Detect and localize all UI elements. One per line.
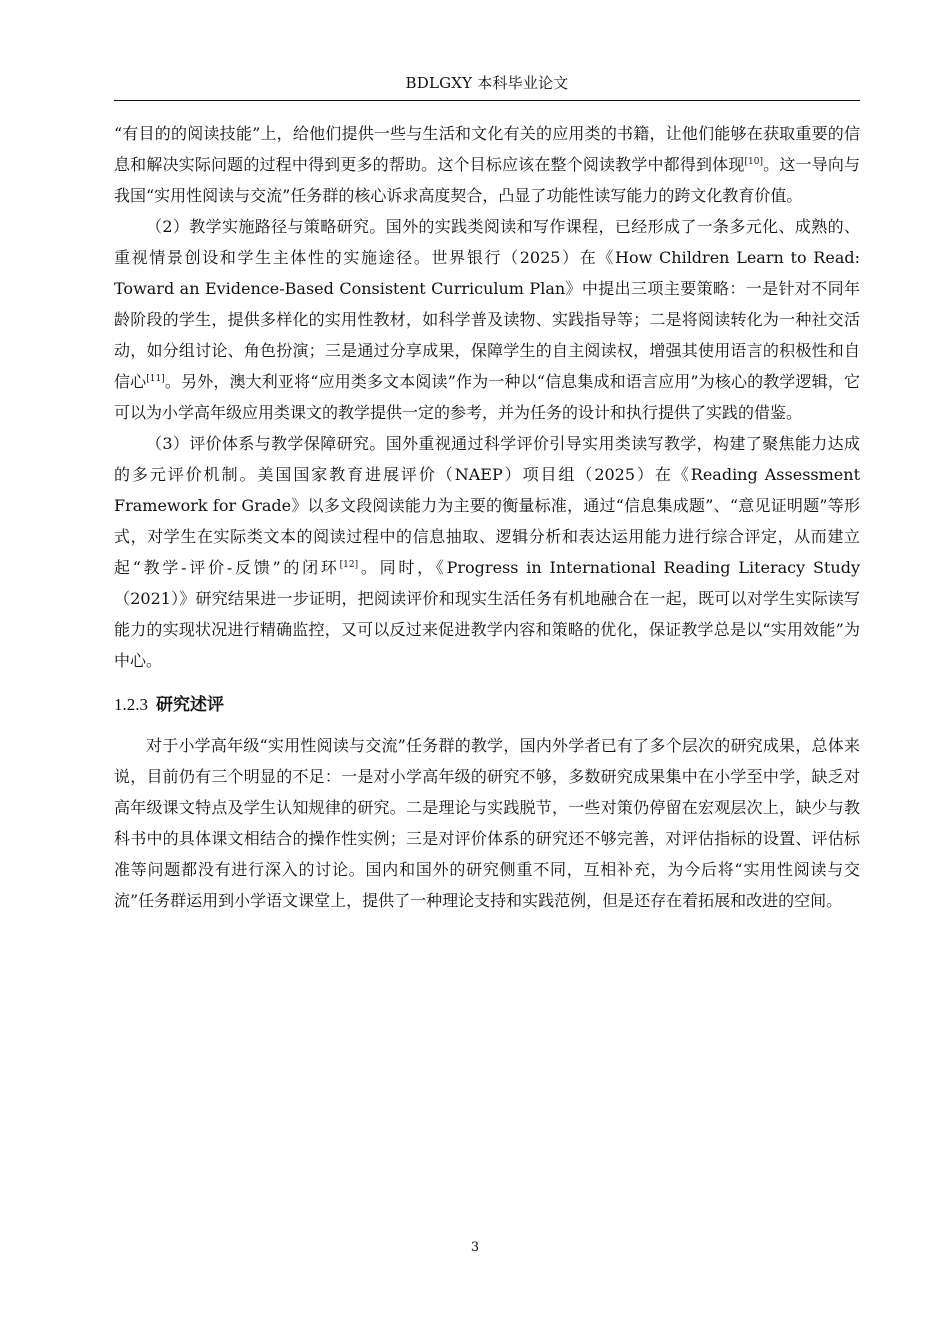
paragraph-text: 。这一导向与我国“实用性阅读与交流”任务群的核心诉求高度契合，凸显了功能性读写能力的跨文化教育价值。 bbox=[114, 155, 860, 205]
paragraph-text: “有目的的阅读技能”上，给他们提供一些与生活和文化有关的应用类的书籍，让他们能够在获取重要的信息和解决实际问题的过程中得到更多的帮助。这个目标应该在整个阅读教学中都得到体现 bbox=[114, 124, 860, 174]
section-heading bbox=[114, 689, 860, 721]
citation-10: [10] bbox=[744, 157, 763, 167]
section-title: 研究述评 bbox=[156, 695, 224, 715]
document-body bbox=[114, 118, 860, 916]
paragraph-continued bbox=[114, 118, 860, 211]
paragraph-text: 。同时，《Progress in International Reading Literacy Study（2021）》研究结果进一步证明，把阅读评价和现实生活任务有机地融合在一起，既可以对学生实际读写能力的实现状况进行精确监控，又可以反过来促进教学内容和策略的优化，保证教学总是以“实用效能”为中心。 bbox=[114, 558, 860, 670]
section-number: 1.2.3 bbox=[114, 695, 148, 714]
citation-12: [12] bbox=[339, 560, 359, 570]
citation-11: [11] bbox=[146, 374, 165, 384]
page-number: 3 bbox=[470, 1240, 480, 1255]
paragraph-text: （3）评价体系与教学保障研究。国外重视通过科学评价引导实用类读写教学，构建了聚焦能力达成的多元评价机制。美国国家教育进展评价（NAEP）项目组（2025）在《Reading Assessment Framework for Grade》以多文段阅读能力为主要的衡量标准，通过“信息集成题”、“意见证明题”等形式，对学生在实际类文本的阅读过程中的信息抽取、逻辑分析和表达运用能力进行综合评定，从而建立起“教学-评价-反馈”的闭环 bbox=[114, 434, 860, 577]
paragraph-implementation bbox=[114, 211, 860, 428]
running-header: BDLGXY 本科毕业论文 bbox=[405, 74, 569, 92]
paragraph-text: （2）教学实施路径与策略研究。国外的实践类阅读和写作课程，已经形成了一条多元化、成熟的、重视情景创设和学生主体性的实施途径。世界银行（2025）在《How Children Learn to Read: Toward an Evidence-Based Consistent Curriculum Plan》中提出三项主要策略：一是针对不同年龄阶段的学生，提供多样化的实用性教材，如科学普及读物、实践指导等；二是将阅读转化为一种社交活动，如分组讨论、角色扮演；三是通过分享成果，保障学生的自主阅读权，增强其使用语言的积极性和自信心 bbox=[114, 217, 860, 391]
paragraph-text: 。另外，澳大利亚将“应用类多文本阅读”作为一种以“信息集成和语言应用”为核心的教学逻辑，它可以为小学高年级应用类课文的教学提供一定的参考，并为任务的设计和执行提供了实践的借鉴。 bbox=[114, 372, 860, 422]
paragraph-evaluation bbox=[114, 428, 860, 676]
header-rule bbox=[114, 100, 860, 101]
paragraph-review: 对于小学高年级“实用性阅读与交流”任务群的教学，国内外学者已有了多个层次的研究成果，总体来说，目前仍有三个明显的不足：一是对小学高年级的研究不够，多数研究成果集中在小学至中学，缺乏对高年级课文特点及学生认知规律的研究。二是理论与实践脱节，一些对策仍停留在宏观层次上，缺少与教科书中的具体课文相结合的操作性实例；三是对评价体系的研究还不够完善，对评估指标的设置、评估标准等问题都没有进行深入的讨论。国内和国外的研究侧重不同，互相补充，为今后将“实用性阅读与交流”任务群运用到小学语文课堂上，提供了一种理论支持和实践范例，但是还存在着拓展和改进的空间。 bbox=[114, 736, 860, 910]
